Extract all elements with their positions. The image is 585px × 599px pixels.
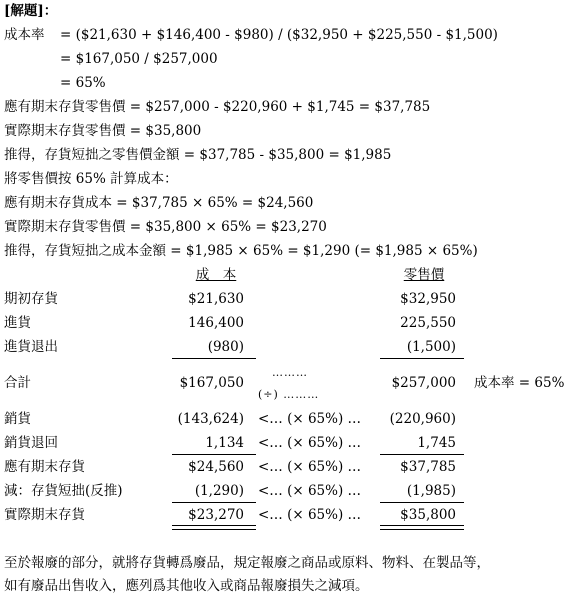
row-multiply: <… (× 65%) … (258, 507, 362, 523)
footer-line-1: 至於報廢的部分，就將存貨轉爲廢品，規定報廢之商品或原料、物料、在製品等， (4, 555, 490, 571)
row-retail: (1,500) (406, 339, 456, 355)
shortage-cost-line: 推得，存貨短拙之成本金額 = $1,985 × 65% = $1,290 (= $1,985 × 65%) (4, 243, 478, 259)
row-retail: $35,800 (400, 507, 456, 523)
row-cost: (143,624) (177, 411, 244, 427)
row-multiply: <… (× 65%) … (258, 483, 362, 499)
row-retail: 225,550 (400, 315, 456, 331)
row-label: 應有期末存貨 (4, 459, 85, 475)
subtotal-rule-retail (380, 358, 464, 359)
convert-line: 將零售價按 65% 計算成本： (4, 171, 178, 187)
row-label: 期初存貨 (4, 291, 58, 307)
column-header-retail: 零售價 (403, 267, 445, 283)
row-label: 減：存貨短拙(反推) (4, 483, 123, 499)
divide-dots-bottom: (÷) ……… (258, 388, 320, 401)
column-header-cost: 成 本 (195, 267, 237, 283)
subtotal-rule-cost (172, 358, 256, 359)
total-double-rule-retail (380, 525, 464, 530)
row-cost: (980) (207, 339, 244, 355)
subtotal-rule-retail-2 (380, 454, 464, 455)
subtotal-rule-cost-3 (172, 502, 256, 503)
row-label: 銷貨 (4, 411, 31, 427)
row-multiply: <… (× 65%) … (258, 411, 362, 427)
row-cost: 1,134 (205, 435, 244, 451)
subtotal-rule-retail-3 (380, 502, 464, 503)
row-cost: 146,400 (188, 315, 244, 331)
row-retail: 1,745 (417, 435, 456, 451)
expected-cost-line: 應有期末存貨成本 = $37,785 × 65% = $24,560 (4, 195, 314, 211)
row-multiply: <… (× 65%) … (258, 459, 362, 475)
row-cost: $23,270 (188, 507, 244, 523)
actual-retail-line: 實際期末存貨零售價 = $35,800 (4, 123, 202, 139)
section-header: [解題]： (4, 3, 58, 19)
footer-line-2: 如有廢品出售收入，應列爲其他收入或商品報廢損失之減項。 (4, 578, 369, 594)
cost-ratio-note: 成本率 = 65% (474, 375, 565, 391)
row-retail: (220,960) (389, 411, 456, 427)
actual-cost-line: 實際期末存貨零售價 = $35,800 × 65% = $23,270 (4, 219, 327, 235)
row-multiply: <… (× 65%) … (258, 435, 362, 451)
row-cost: $167,050 (179, 375, 244, 391)
row-label: 實際期末存貨 (4, 507, 85, 523)
cost-ratio-line3: = 65% (60, 75, 106, 91)
row-cost: (1,290) (194, 483, 244, 499)
row-label: 銷貨退回 (4, 435, 58, 451)
cost-ratio-line2: = $167,050 / $257,000 (60, 51, 218, 67)
row-label: 合計 (4, 375, 31, 391)
row-cost: $21,630 (188, 291, 244, 307)
row-label: 進貨 (4, 315, 31, 331)
total-double-rule-cost (172, 525, 256, 530)
shortage-retail-line: 推得，存貨短拙之零售價金額 = $37,785 - $35,800 = $1,985 (4, 147, 392, 163)
cost-ratio-line1: = ($21,630 + $146,400 - $980) / ($32,950 + $225,550 - $1,500) (60, 27, 498, 43)
cost-ratio-label: 成本率 (4, 27, 45, 43)
row-retail: $257,000 (391, 375, 456, 391)
row-cost: $24,560 (188, 459, 244, 475)
row-retail: $32,950 (400, 291, 456, 307)
row-label: 進貨退出 (4, 339, 58, 355)
divide-dots-top: ……… (272, 366, 308, 379)
row-retail: (1,985) (406, 483, 456, 499)
subtotal-rule-cost-2 (172, 454, 256, 455)
row-retail: $37,785 (400, 459, 456, 475)
expected-retail-line: 應有期末存貨零售價 = $257,000 - $220,960 + $1,745 = $37,785 (4, 99, 431, 115)
